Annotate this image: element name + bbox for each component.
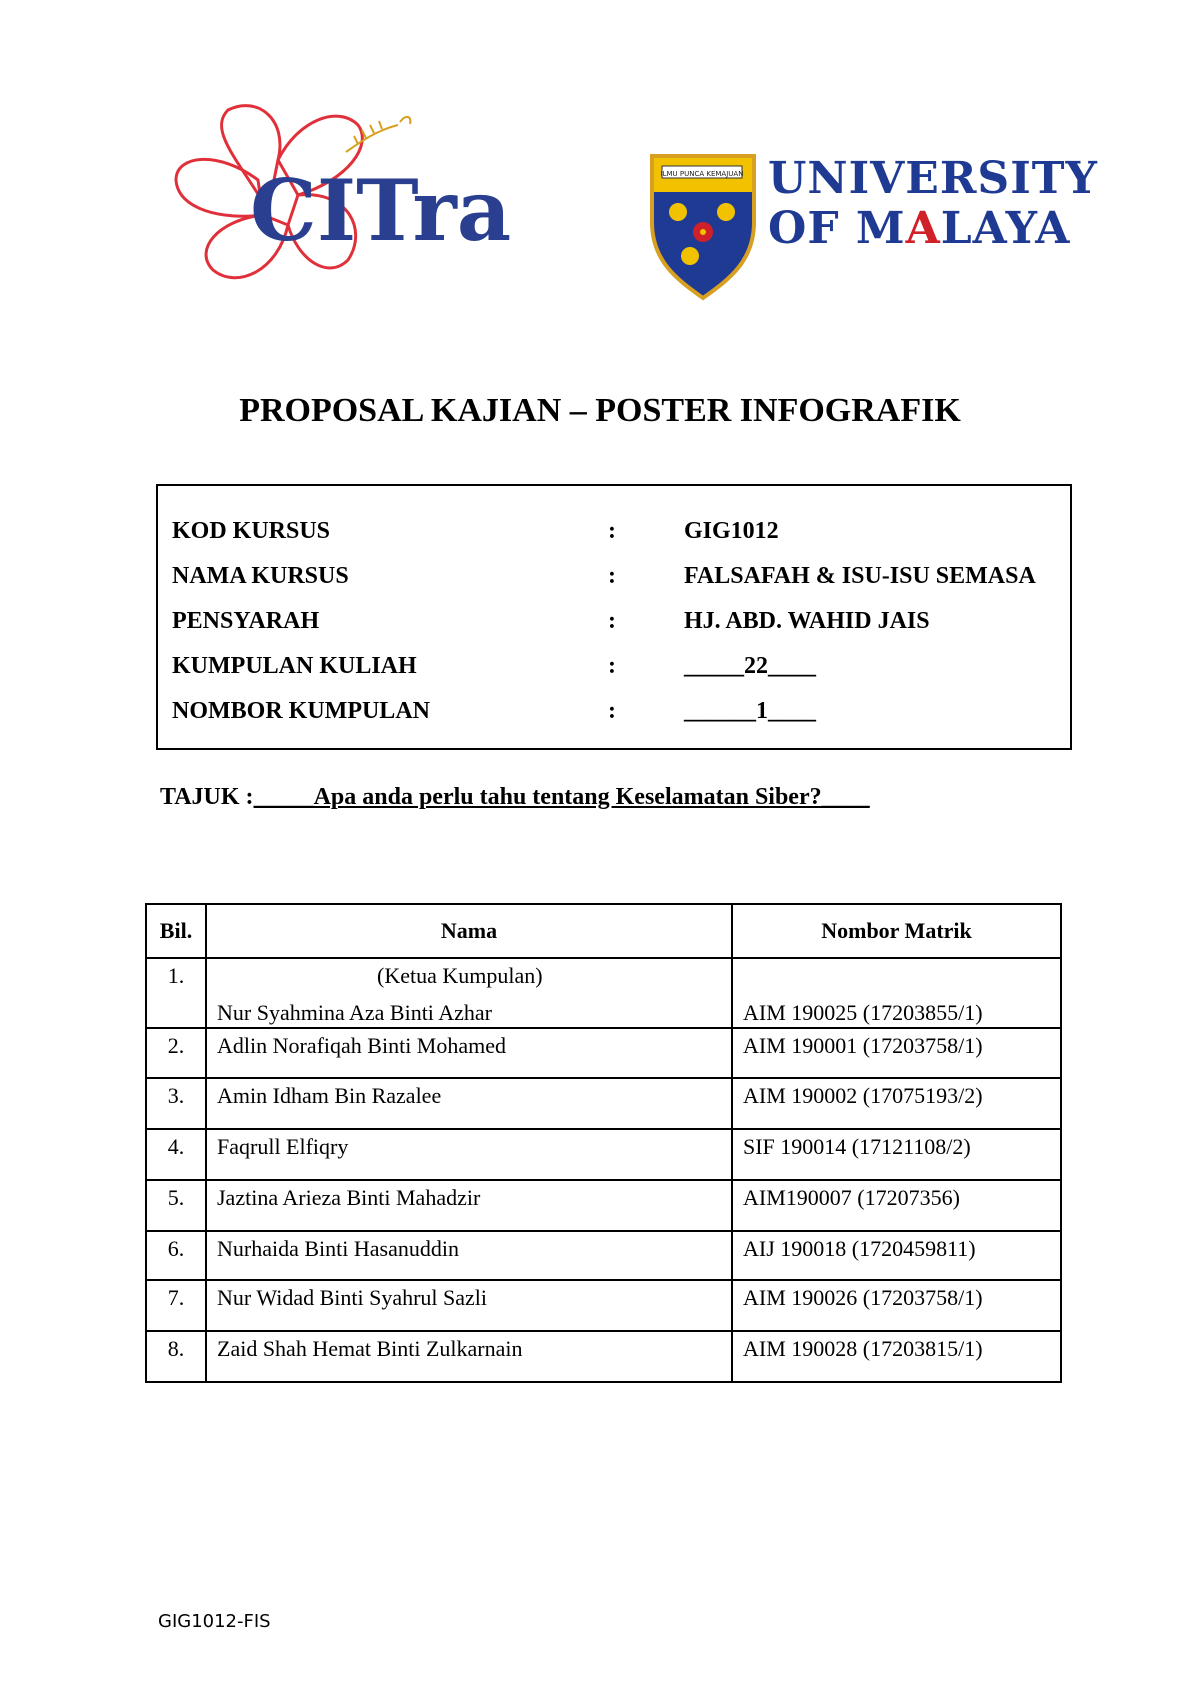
cell-matrik: SIF 190014 (17121108/2)	[732, 1129, 1061, 1180]
um-logo-line1: UNIVERSITY	[768, 153, 1098, 204]
svg-text:ILMU PUNCA KEMAJUAN: ILMU PUNCA KEMAJUAN	[660, 170, 744, 178]
university-of-malaya-logo	[648, 152, 1098, 302]
cell-bil: 4.	[146, 1129, 206, 1180]
um-logo-line2: OF MALAYA	[768, 203, 1071, 254]
tajuk-label: TAJUK :	[160, 784, 254, 810]
cell-nama: Jaztina Arieza Binti Mahadzir	[206, 1180, 732, 1231]
cell-matrik: AIM 190028 (17203815/1)	[732, 1331, 1061, 1382]
table-row	[146, 1231, 1061, 1280]
info-colon: :	[608, 518, 616, 544]
page-title: PROPOSAL KAJIAN – POSTER INFOGRAFIK	[239, 392, 961, 429]
cell-nama: Zaid Shah Hemat Binti Zulkarnain	[206, 1331, 732, 1382]
cell-matrik: AIM 190001 (17203758/1)	[732, 1028, 1061, 1078]
tajuk-line	[160, 784, 870, 811]
cell-nama: Faqrull Elfiqry	[206, 1129, 732, 1180]
info-colon: :	[608, 608, 616, 634]
table-row	[146, 1180, 1061, 1231]
course-info-box	[156, 484, 1072, 750]
cell-nama: Nur Widad Binti Syahrul Sazli	[206, 1280, 732, 1331]
table-row	[146, 1331, 1061, 1382]
cell-bil: 3.	[146, 1078, 206, 1129]
cell-bil: 7.	[146, 1280, 206, 1331]
cell-matrik: AIJ 190018 (1720459811)	[732, 1231, 1061, 1280]
um-crest-icon	[648, 152, 758, 302]
table-row	[146, 958, 1061, 1028]
leader-note: (Ketua Kumpulan)	[377, 963, 543, 988]
cell-bil: 6.	[146, 1231, 206, 1280]
table-row	[146, 1028, 1061, 1078]
cell-bil: 8.	[146, 1331, 206, 1382]
cell-bil: 2.	[146, 1028, 206, 1078]
info-label: KUMPULAN KULIAH	[172, 653, 417, 679]
info-value: HJ. ABD. WAHID JAIS	[684, 608, 930, 634]
page-footer: GIG1012-FIS	[158, 1611, 271, 1632]
header-nama: Nama	[206, 904, 732, 958]
table-row	[146, 1129, 1061, 1180]
citra-logo	[168, 100, 528, 290]
cell-bil: 1.	[146, 958, 206, 1028]
cell-bil: 5.	[146, 1180, 206, 1231]
info-value: _____22____	[684, 653, 816, 679]
um-logo-text	[768, 154, 1098, 254]
tajuk-value: _____Apa anda perlu tahu tentang Keselamatan Siber?____	[253, 784, 870, 810]
cell-nama: Adlin Norafiqah Binti Mohamed	[206, 1028, 732, 1078]
table-row	[146, 1280, 1061, 1331]
info-label: NAMA KURSUS	[172, 563, 349, 589]
info-label: PENSYARAH	[172, 608, 320, 634]
info-value: GIG1012	[684, 518, 779, 544]
info-colon: :	[608, 653, 616, 679]
info-label: NOMBOR KUMPULAN	[172, 698, 430, 724]
table-header-row	[146, 904, 1061, 958]
info-label: KOD KURSUS	[172, 518, 331, 544]
cell-nama	[206, 958, 732, 1028]
citra-logo-text: CITra	[250, 161, 512, 260]
info-value: ______1____	[684, 698, 816, 724]
members-table	[145, 903, 1062, 1383]
table-row	[146, 1078, 1061, 1129]
cell-nama: Nurhaida Binti Hasanuddin	[206, 1231, 732, 1280]
cell-matrik: AIM 190026 (17203758/1)	[732, 1280, 1061, 1331]
info-value: FALSAFAH & ISU-ISU SEMASA	[684, 563, 1036, 589]
header-bil: Bil.	[146, 904, 206, 958]
cell-nama: Amin Idham Bin Razalee	[206, 1078, 732, 1129]
cell-matrik: AIM190007 (17207356)	[732, 1180, 1061, 1231]
member-name: Nur Syahmina Aza Binti Azhar	[217, 1000, 492, 1025]
cell-matrik: AIM 190002 (17075193/2)	[732, 1078, 1061, 1129]
header-nombor-matrik: Nombor Matrik	[732, 904, 1061, 958]
cell-matrik: AIM 190025 (17203855/1)	[732, 958, 1061, 1028]
info-colon: :	[608, 698, 616, 724]
info-colon: :	[608, 563, 616, 589]
